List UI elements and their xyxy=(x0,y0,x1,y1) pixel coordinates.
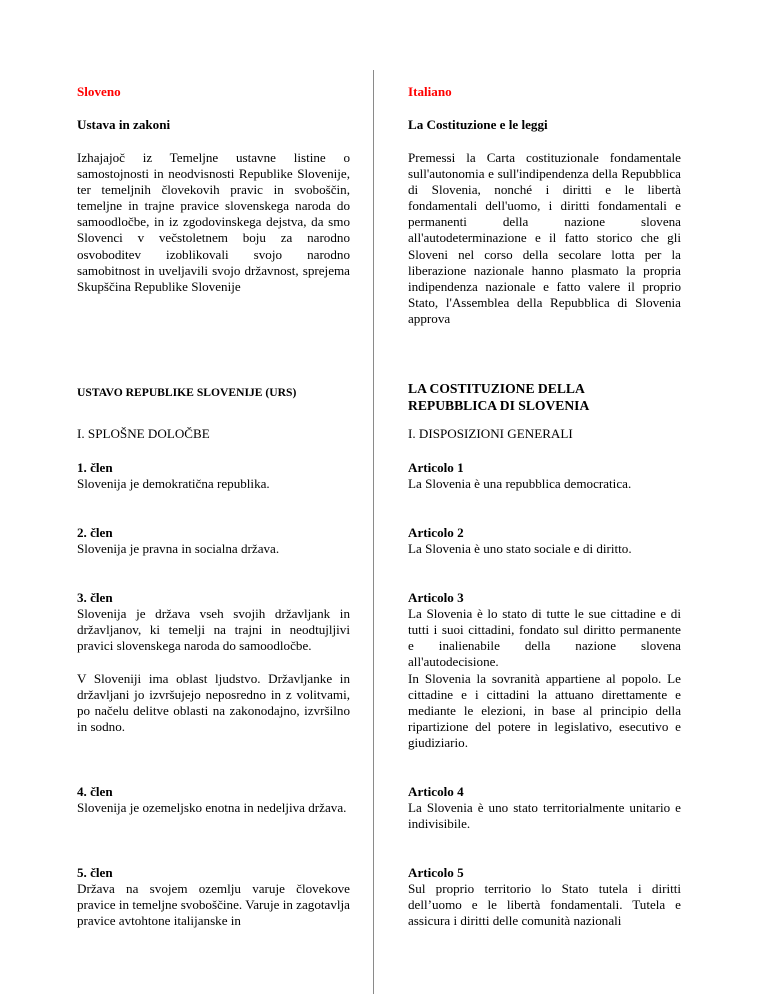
article-1-slovene xyxy=(77,460,350,492)
article-heading: Articolo 2 xyxy=(408,525,464,540)
article-heading: Articolo 5 xyxy=(408,865,464,880)
constitution-title-slovene: USTAVO REPUBLIKE SLOVENIJE (URS) xyxy=(77,386,297,399)
article-text: Slovenija je država vseh svojih državljank in državljanov, ki temelji na trajni in neodtujljivi pravici slovenskega naroda do samoodločbe. xyxy=(77,606,350,654)
article-text: In Slovenia la sovranità appartiene al popolo. Le cittadine e i cittadini la attuano direttamente e mediante le elezioni, in base al principio della ripartizione del potere in legislativo, esecutivo e giudiziario. xyxy=(408,671,681,751)
constitution-title-line-2: REPUBBLICA DI SLOVENIA xyxy=(408,398,590,413)
chapter-heading-slovene: I. SPLOŠNE DOLOČBE xyxy=(77,426,210,441)
article-heading: 5. člen xyxy=(77,865,113,880)
article-text: Država na svojem ozemlju varuje človekove pravice in temeljne svoboščine. Varuje in zagotavlja pravice avtohtone italijanske in xyxy=(77,881,350,929)
article-3-paragraph-2-slovene xyxy=(77,671,350,735)
article-text: La Slovenia è lo stato di tutte le sue cittadine e di tutti i suoi cittadini, fondato sul diritto permanente e inalienabile della nazione slovena all'autodecisione. xyxy=(408,606,681,670)
article-2-italian xyxy=(408,525,681,557)
constitution-title-line-1: LA COSTITUZIONE DELLA xyxy=(408,381,585,396)
article-text: La Slovenia è uno stato sociale e di diritto. xyxy=(408,541,632,557)
article-text: V Sloveniji ima oblast ljudstvo. Državljanke in državljani jo izvršujejo neposredno in z volitvami, po načelu delitve oblasti na zakonodajno, izvršilno in sodno. xyxy=(77,671,350,735)
preamble-italian: Premessi la Carta costituzionale fondamentale sull'autonomia e sull'indipendenza della Repubblica di Slovenia, nonché i diritti e le libertà fondamentali dell'uomo, i diritti fondamentali e permanenti della nazione slovena all'autodeterminazione e il fatto storico che gli Sloveni nel corso della secolare lotta per la liberazione nazionale hanno plasmato la propria indipendenza nazionale e fatto valere il proprio Stato, l'Assemblea della Repubblica di Slovenia approva xyxy=(408,150,681,326)
language-heading-italian: Italiano xyxy=(408,84,452,99)
article-heading: Articolo 1 xyxy=(408,460,464,475)
article-3-slovene xyxy=(77,590,350,654)
subtitle-italian: La Costituzione e le leggi xyxy=(408,117,548,132)
article-4-slovene xyxy=(77,784,350,816)
article-text: Slovenija je demokratična republika. xyxy=(77,476,270,492)
article-heading: Articolo 4 xyxy=(408,784,464,799)
subtitle-slovene: Ustava in zakoni xyxy=(77,117,171,132)
article-text: La Slovenia è uno stato territorialmente unitario e indivisibile. xyxy=(408,800,681,832)
article-1-italian xyxy=(408,460,681,492)
language-heading-slovene: Sloveno xyxy=(77,84,121,99)
article-text: Slovenija je pravna in socialna država. xyxy=(77,541,280,557)
article-4-italian xyxy=(408,784,681,832)
article-3-italian xyxy=(408,590,681,670)
column-divider xyxy=(373,70,374,994)
article-heading: Articolo 3 xyxy=(408,590,464,605)
article-text: Slovenija je ozemeljsko enotna in nedeljiva država. xyxy=(77,800,347,816)
article-3-paragraph-2-italian xyxy=(408,671,681,751)
preamble-slovene: Izhajajoč iz Temeljne ustavne listine o samostojnosti in neodvisnosti Republike Slovenije, ter temeljnih človekovih pravic in svoboščin, temeljne in trajne pravice slovenskega naroda do samoodločbe, in iz zgodovinskega dejstva, da smo Slovenci v večstoletnem boju za narodno osvoboditev izoblikovali svojo narodno samobitnost in uveljavili svojo državnost, sprejema Skupščina Republike Slovenije xyxy=(77,150,350,294)
article-text: La Slovenia è una repubblica democratica. xyxy=(408,476,632,492)
constitution-title-italian xyxy=(408,380,681,414)
article-text: Sul proprio territorio lo Stato tutela i diritti dell’uomo e le libertà fondamentali. Tutela e assicura i diritti delle comunità nazionali xyxy=(408,881,681,929)
article-heading: 1. člen xyxy=(77,460,113,475)
article-heading: 2. člen xyxy=(77,525,113,540)
article-heading: 4. člen xyxy=(77,784,113,799)
article-2-slovene xyxy=(77,525,350,557)
article-5-slovene xyxy=(77,865,350,929)
article-heading: 3. člen xyxy=(77,590,113,605)
chapter-heading-italian: I. DISPOSIZIONI GENERALI xyxy=(408,426,573,441)
article-5-italian xyxy=(408,865,681,929)
